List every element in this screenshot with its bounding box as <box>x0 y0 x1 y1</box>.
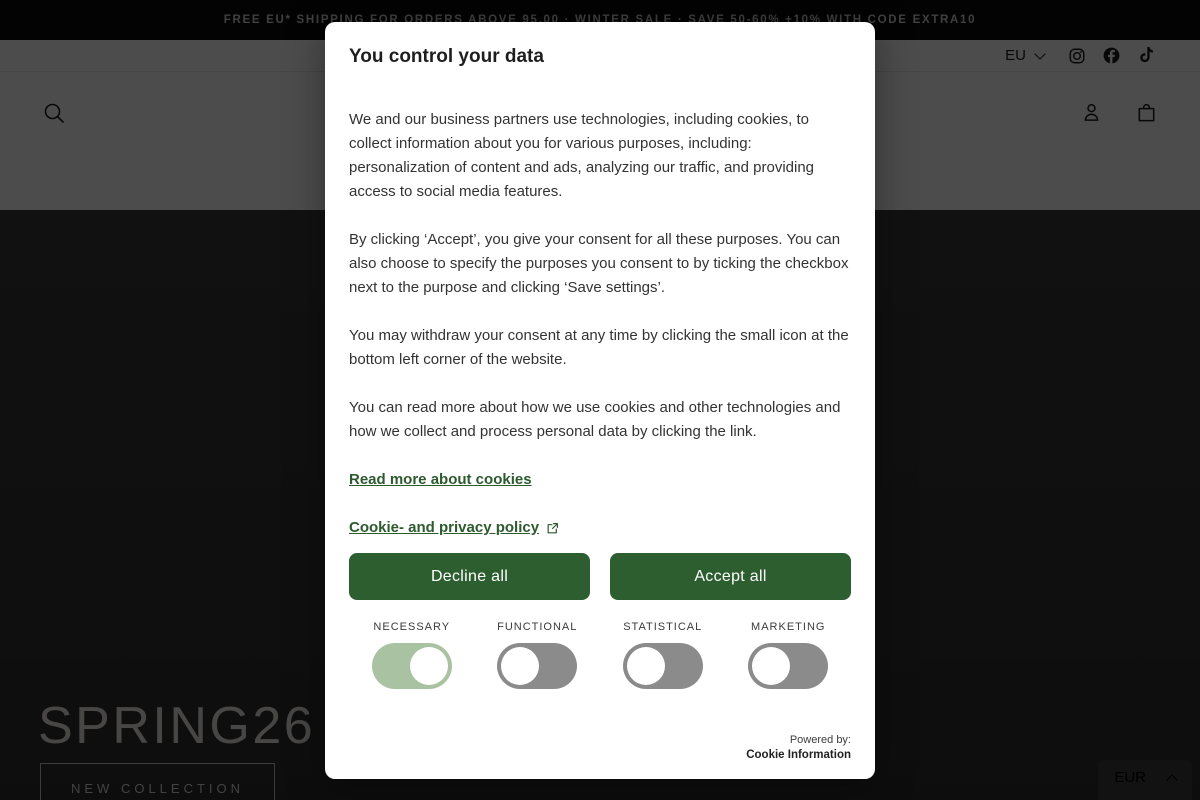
consent-paragraph: You may withdraw your consent at any time by clicking the small icon at the bottom left corner of the website. <box>349 327 849 368</box>
powered-by-label: Powered by: <box>789 734 851 746</box>
external-link-icon <box>546 522 559 535</box>
toggle-knob <box>501 647 539 685</box>
toggle-statistical <box>600 621 726 689</box>
consent-toggles-row <box>349 621 851 689</box>
dialog-title: You control your data <box>349 46 544 67</box>
powered-by <box>349 733 851 763</box>
toggle-switch-marketing[interactable] <box>748 643 828 689</box>
toggle-functional <box>475 621 601 689</box>
privacy-policy-link[interactable]: Cookie- and privacy policy <box>349 519 540 536</box>
toggle-switch-necessary[interactable] <box>372 643 452 689</box>
dialog-body-scroll-area[interactable] <box>349 108 851 545</box>
toggle-label-necessary: NECESSARY <box>373 621 451 633</box>
consent-paragraph: By clicking ‘Accept’, you give your consent for all these purposes. You can also choose to specify the purposes you consent to by ticking the checkbox next to the purpose and clicking ‘Save settings’. <box>349 231 849 296</box>
accept-all-button[interactable]: Accept all <box>610 553 851 600</box>
toggle-marketing <box>726 621 852 689</box>
toggle-label-functional: FUNCTIONAL <box>497 621 578 633</box>
consent-paragraph: We and our business partners use technologies, including cookies, to collect information about you for various purposes, including: personalization of content and ads, analyzing our traffic, and providing access to social media features. <box>349 111 815 200</box>
decline-all-button[interactable]: Decline all <box>349 553 590 600</box>
powered-by-vendor-link[interactable]: Cookie Information <box>746 749 851 761</box>
read-more-cookies-link[interactable]: Read more about cookies <box>349 471 532 488</box>
toggle-switch-functional[interactable] <box>497 643 577 689</box>
toggle-knob <box>627 647 665 685</box>
consent-paragraph: You can read more about how we use cookies and other technologies and how we collect and process personal data by clicking the link. <box>349 399 841 440</box>
toggle-knob <box>410 647 448 685</box>
cookie-consent-dialog <box>325 22 875 779</box>
toggle-switch-statistical[interactable] <box>623 643 703 689</box>
toggle-label-marketing: MARKETING <box>751 621 826 633</box>
dialog-button-row <box>349 553 851 600</box>
toggle-label-statistical: STATISTICAL <box>623 621 703 633</box>
toggle-necessary <box>349 621 475 689</box>
toggle-knob <box>752 647 790 685</box>
